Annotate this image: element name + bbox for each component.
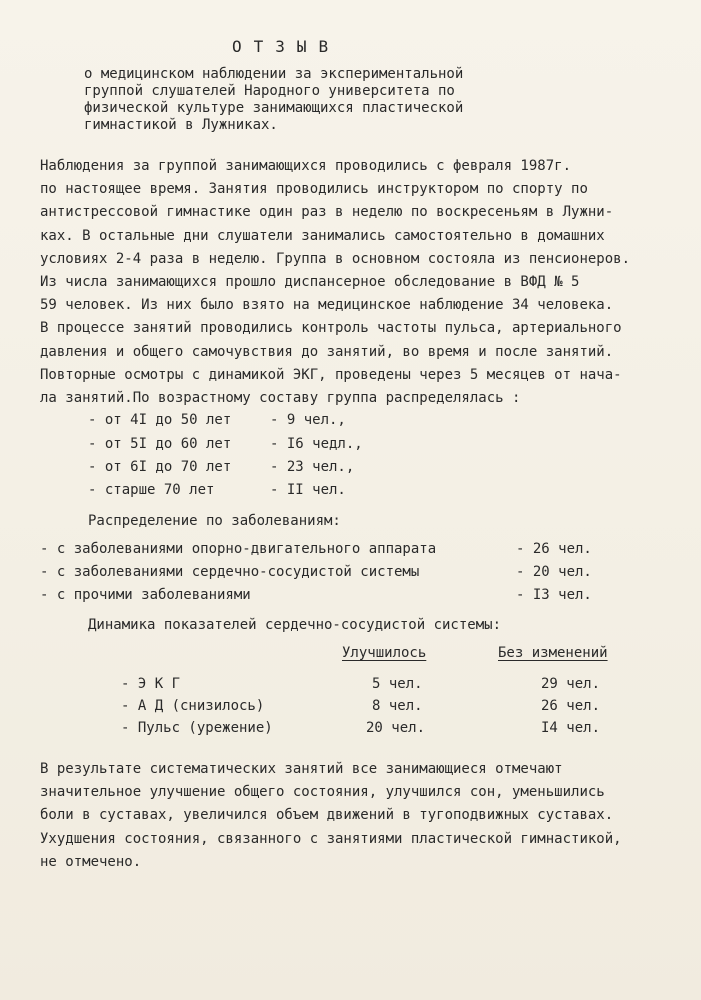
dynamics-improved-value: 5 чел. [372,676,423,692]
dynamics-improved-value: 20 чел. [366,720,426,736]
dynamics-unchanged-value: 26 чел. [541,698,601,714]
disease-label: - с заболеваниями опорно-двигательного аппарата [40,541,437,557]
dynamics-unchanged-value: I4 чел. [541,720,601,736]
document-subject: о медицинском наблюдении за экспериментальной группой слушателей Народного университета по физической культуре занимающихся пластической гимнастикой в Лужниках. [84,66,464,133]
dynamics-row-label: - Э К Г [121,676,181,692]
dynamics-heading: Динамика показателей сердечно-сосудистой системы: [88,617,502,633]
dynamics-row-label: - А Д (снизилось) [121,698,265,714]
dynamics-unchanged-value: 29 чел. [541,676,601,692]
age-group-count: - II чел. [270,482,346,498]
age-group-label: - от 6I до 70 лет [88,459,232,475]
age-group-count: - I6 чедл., [270,436,363,452]
disease-count: - I3 чел. [516,587,592,603]
dynamics-improved-value: 8 чел. [372,698,423,714]
disease-count: - 20 чел. [516,564,592,580]
age-group-count: - 9 чел., [270,412,346,428]
age-group-label: - от 4I до 50 лет [88,412,232,428]
dynamics-row-label: - Пульс (урежение) [121,720,273,736]
age-group-label: - старше 70 лет [88,482,215,498]
column-header-improved: Улучшилось [342,645,427,661]
age-group-label: - от 5I до 60 лет [88,436,232,452]
disease-label: - с прочими заболеваниями [40,587,251,603]
document-title: ОТЗЫВ [232,37,341,56]
column-header-unchanged: Без изменений [498,645,608,661]
observation-paragraph: Наблюдения за группой занимающихся проводились с февраля 1987г. по настоящее время. Занятия проводились инструктором по спорту по антистрессовой гимнастике один раз в неделю по воскресеньям в Лужни- ках. В остальные дни слушатели занимались самостоятельно в домашних условиях 2-4 раза в неделю. Группа в основном состояла из пенсионеров. Из числа занимающихся прошло диспансерное обследование в ВФД № 5 59 человек. Из них было взято на медицинское наблюдение 34 человека. В процессе занятий проводились контроль частоты пульса, артериального давления и общего самочувствия до занятий, во время и после занятий. Повторные осмотры с динамикой ЭКГ, проведены через 5 месяцев от нача- ла занятий.По возрастному составу группа распределялась : [40,158,631,407]
disease-count: - 26 чел. [516,541,592,557]
diseases-heading: Распределение по заболеваниям: [88,513,341,529]
disease-label: - с заболеваниями сердечно-сосудистой системы [40,564,420,580]
conclusion-paragraph: В результате систематических занятий все занимающиеся отмечают значительное улучшение общего состояния, улучшился сон, уменьшились боли в суставах, увеличился объем движений в тугоподвижных суставах. Ухудшения состояния, связанного с занятиями пластической гимнастикой, не отмечено. [40,761,622,870]
age-group-count: - 23 чел., [270,459,355,475]
